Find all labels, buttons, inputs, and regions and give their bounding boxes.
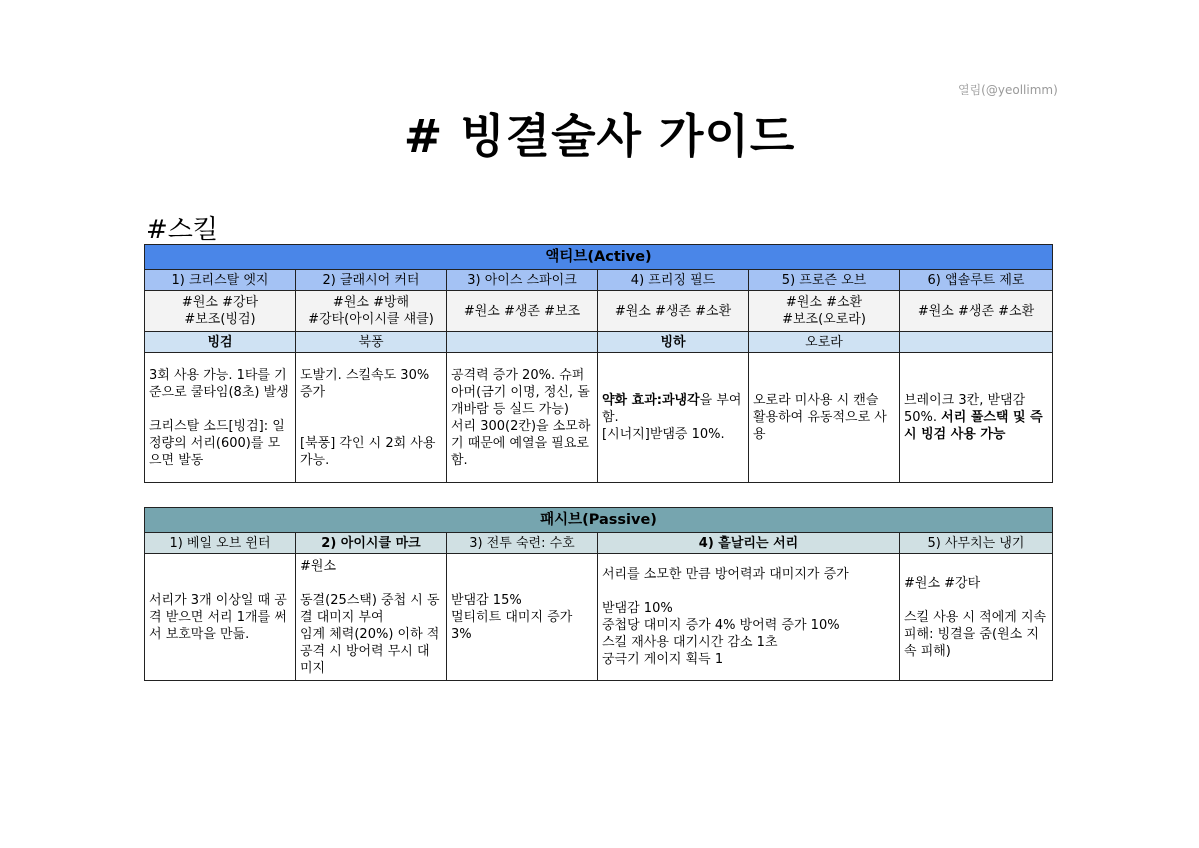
active-header: 액티브(Active) bbox=[145, 245, 1053, 270]
skill-tags: #원소 #생존 #소환 bbox=[900, 291, 1053, 332]
skill-keyword bbox=[900, 332, 1053, 353]
active-skill-name: 6) 앱솔루트 제로 bbox=[900, 270, 1053, 291]
skill-tags: #원소 #소환 #보조(오로라) bbox=[749, 291, 900, 332]
skill-description: 브레이크 3칸, 받댐감 50%. 서리 풀스택 및 즉시 빙검 사용 가능 bbox=[900, 353, 1053, 483]
skill-keyword: 오로라 bbox=[749, 332, 900, 353]
passive-skills-table bbox=[144, 507, 1053, 681]
passive-description: 서리가 3개 이상일 때 공격 받으면 서리 1개를 써서 보호막을 만듦. bbox=[145, 554, 296, 681]
active-skill-name: 3) 아이스 스파이크 bbox=[447, 270, 598, 291]
skill-tags: #원소 #생존 #소환 bbox=[598, 291, 749, 332]
passive-description: 받댐감 15% 멀티히트 대미지 증가 3% bbox=[447, 554, 598, 681]
skill-description: 약화 효과:과냉각을 부여함. [시너지]받댐증 10%. bbox=[598, 353, 749, 483]
skill-description: 공격력 증가 20%. 슈퍼아머(금기 이명, 정신, 돌개바람 등 실드 가능) 서리 300(2칸)을 소모하기 때문에 예열을 필요로 함. bbox=[447, 353, 598, 483]
skill-keyword: 북풍 bbox=[296, 332, 447, 353]
skill-keyword: 빙하 bbox=[598, 332, 749, 353]
skill-description: 도발기. 스킬속도 30% 증가 [북풍] 각인 시 2회 사용 가능. bbox=[296, 353, 447, 483]
passive-skill-name: 2) 아이시클 마크 bbox=[296, 533, 447, 554]
author-credit: 열림(@yeollimm) bbox=[958, 83, 1058, 97]
skill-keyword bbox=[447, 332, 598, 353]
skill-tags: #원소 #방해 #강타(아이시클 섀클) bbox=[296, 291, 447, 332]
passive-skill-name: 1) 베일 오브 윈터 bbox=[145, 533, 296, 554]
section-heading: #스킬 bbox=[146, 215, 219, 245]
page-title: # 빙결술사 가이드 bbox=[403, 109, 796, 163]
skill-description: 오로라 미사용 시 캔슬 활용하여 유동적으로 사용 bbox=[749, 353, 900, 483]
passive-description: #원소 #강타 스킬 사용 시 적에게 지속피해: 빙결을 줌(원소 지속 피해) bbox=[900, 554, 1053, 681]
passive-description: 서리를 소모한 만큼 방어력과 대미지가 증가 받댐감 10% 중첩당 대미지 증가 4% 방어력 증가 10% 스킬 재사용 대기시간 감소 1초 궁극기 게이지 획득 1 bbox=[598, 554, 900, 681]
skill-tags: #원소 #강타 #보조(빙검) bbox=[145, 291, 296, 332]
passive-skill-name: 3) 전투 숙련: 수호 bbox=[447, 533, 598, 554]
passive-description: #원소 동결(25스택) 중첩 시 동결 대미지 부여 임계 체력(20%) 이하 적 공격 시 방어력 무시 대미지 bbox=[296, 554, 447, 681]
passive-skill-name: 4) 흩날리는 서리 bbox=[598, 533, 900, 554]
skill-tags: #원소 #생존 #보조 bbox=[447, 291, 598, 332]
active-skill-name: 4) 프리징 필드 bbox=[598, 270, 749, 291]
passive-header: 패시브(Passive) bbox=[145, 508, 1053, 533]
active-skill-name: 1) 크리스탈 엣지 bbox=[145, 270, 296, 291]
passive-skill-name: 5) 사무치는 냉기 bbox=[900, 533, 1053, 554]
skill-keyword: 빙검 bbox=[145, 332, 296, 353]
active-skill-name: 2) 글래시어 커터 bbox=[296, 270, 447, 291]
skill-description: 3회 사용 가능. 1타를 기준으로 쿨타임(8초) 발생 크리스탈 소드[빙검]: 일정량의 서리(600)를 모으면 발동 bbox=[145, 353, 296, 483]
active-skills-table bbox=[144, 244, 1053, 483]
active-skill-name: 5) 프로즌 오브 bbox=[749, 270, 900, 291]
